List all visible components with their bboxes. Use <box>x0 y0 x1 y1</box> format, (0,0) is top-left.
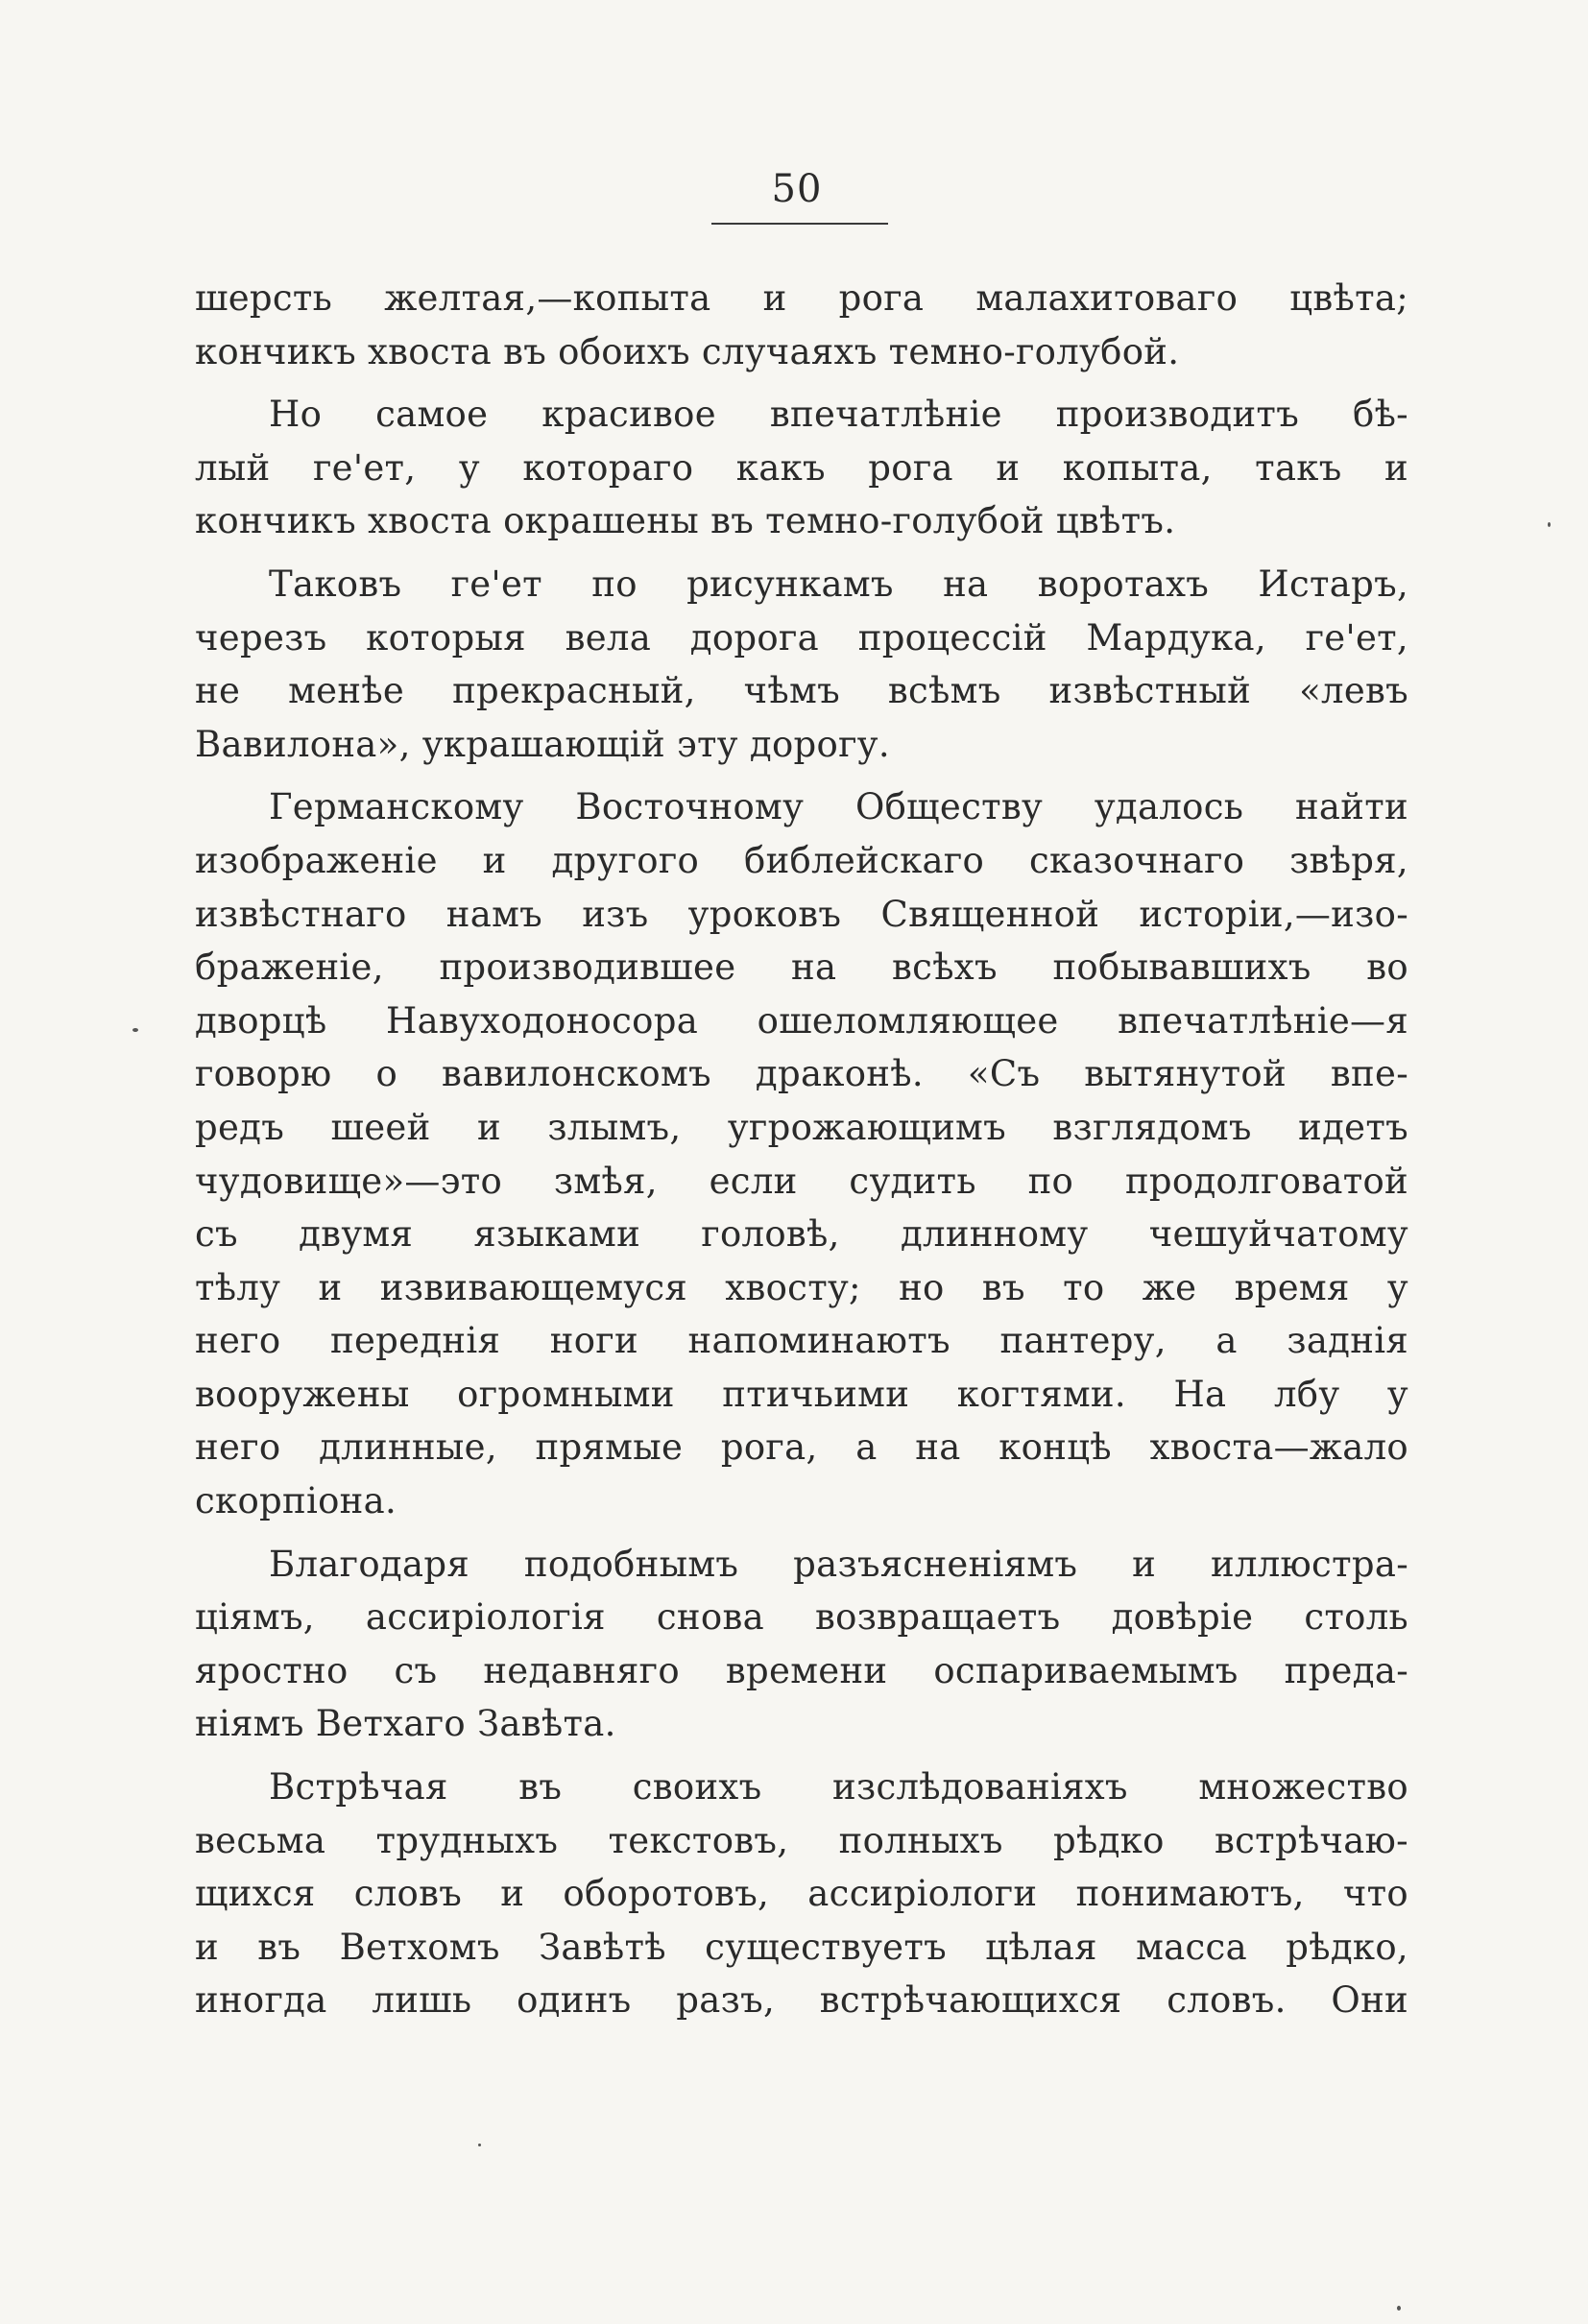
text-line: редъ шеей и злымъ, угрожающимъ взглядомъ идетъ <box>195 1106 1408 1148</box>
text-line: съ двумя языками головѣ, длинному чешуйчатому <box>195 1213 1408 1256</box>
text-line: лый ге'ет, у котораго какъ рога и копыта, такъ и <box>195 446 1408 489</box>
text-line: него длинные, прямые рога, а на концѣ хвоста—жало <box>195 1426 1408 1469</box>
ink-speck <box>1397 2306 1401 2311</box>
page-number: 50 <box>771 167 823 211</box>
text-line: тѣлу и извивающемуся хвосту; но въ то же время у <box>195 1266 1408 1308</box>
paragraph-gap <box>195 378 1408 388</box>
text-line: щихся словъ и оборотовъ, ассиріологи понимаютъ, что <box>195 1873 1408 1915</box>
text-line: Германскому Восточному Обществу удалось найти <box>269 786 1408 828</box>
ink-speck <box>1548 522 1551 527</box>
text-line: него переднія ноги напоминаютъ пантеру, а заднія <box>195 1320 1408 1362</box>
text-line: кончикъ хвоста въ обоихъ случаяхъ темно-голубой. <box>195 330 1180 372</box>
body-text <box>195 272 1408 2027</box>
text-line: не менѣе прекрасный, чѣмъ всѣмъ извѣстный «левъ <box>195 670 1408 712</box>
text-line: и въ Ветхомъ Завѣтѣ существуетъ цѣлая масса рѣдко, <box>195 1926 1408 1968</box>
text-line: иногда лишь одинъ разъ, встрѣчающихся словъ. Они <box>195 1979 1408 2022</box>
text-line: ніямъ Ветхаго Завѣта. <box>195 1703 616 1745</box>
text-line: скорпіона. <box>195 1480 397 1522</box>
text-line: дворцѣ Навуходоносора ошеломляющее впечатлѣніе—я <box>195 999 1408 1042</box>
text-line: Но самое красивое впечатлѣніе производитъ бѣ- <box>269 394 1408 436</box>
ink-speck <box>132 1028 138 1032</box>
text-line: браженіе, производившее на всѣхъ побывавшихъ во <box>195 946 1408 989</box>
text-line: ціямъ, ассиріологія снова возвращаетъ довѣріе столь <box>195 1596 1408 1639</box>
text-line: весьма трудныхъ текстовъ, полныхъ рѣдко встрѣчаю- <box>195 1819 1408 1861</box>
text-line: шерсть желтая,—копыта и рога малахитоваго цвѣта; <box>195 277 1408 319</box>
text-line: яростно съ недавняго времени оспариваемымъ преда- <box>195 1649 1408 1691</box>
paragraph-gap <box>195 1751 1408 1761</box>
text-line: чудовище»—это змѣя, если судить по продолговатой <box>195 1160 1408 1202</box>
text-line: изображеніе и другого библейскаго сказочнаго звѣря, <box>195 839 1408 881</box>
text-line: Благодаря подобнымъ разъясненіямъ и иллюстра- <box>269 1543 1408 1585</box>
text-line: Встрѣчая въ своихъ изслѣдованіяхъ множество <box>269 1766 1408 1809</box>
page-number-rule <box>711 223 888 225</box>
text-line: говорю о вавилонскомъ драконѣ. «Съ вытянутой впе- <box>195 1053 1408 1095</box>
text-line: Вавилона», украшающій эту дорогу. <box>195 723 890 765</box>
text-line: кончикъ хвоста окрашены въ темно-голубой цвѣтъ. <box>195 500 1176 542</box>
text-line: Таковъ ге'ет по рисункамъ на воротахъ Истаръ, <box>269 563 1408 605</box>
text-line: черезъ которыя вела дорога процессій Мардука, ге'ет, <box>195 616 1408 659</box>
paragraph-gap <box>195 548 1408 558</box>
paragraph-gap <box>195 771 1408 780</box>
ink-speck <box>478 2144 481 2146</box>
text-line: вооружены огромными птичьими когтями. На лбу у <box>195 1373 1408 1415</box>
paragraph-gap <box>195 1528 1408 1538</box>
text-line: извѣстнаго намъ изъ уроковъ Священной исторіи,—изо- <box>195 893 1408 935</box>
